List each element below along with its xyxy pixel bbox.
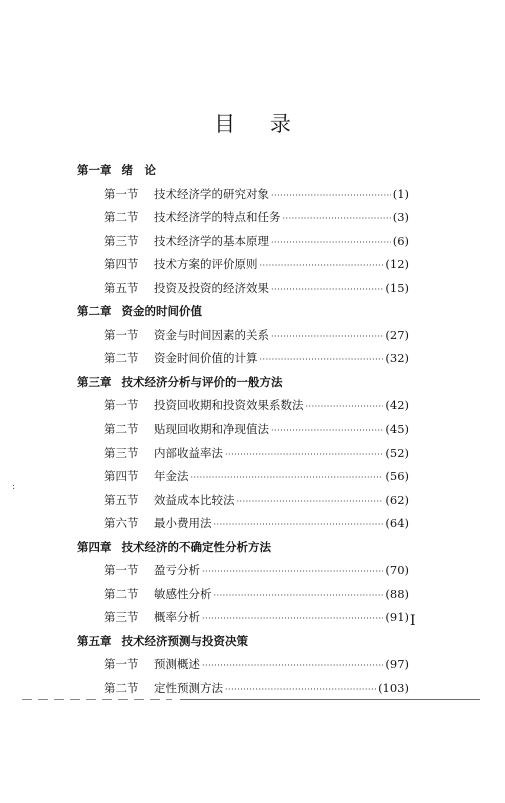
section-number: 第三节	[104, 610, 139, 625]
chapter-number: 第二章	[77, 304, 112, 319]
section-title: 盈亏分析	[154, 563, 200, 578]
footer-rule-dashed	[22, 699, 172, 700]
chapter-title: 绪 论	[121, 163, 156, 177]
section-title: 敏感性分析	[154, 586, 212, 601]
section-title: 投资及投资的经济效果	[154, 280, 269, 295]
section-number: 第二节	[104, 681, 139, 696]
chapter-title: 技术经济的不确定性分析方法	[121, 539, 271, 554]
chapter-number: 第五章	[77, 633, 112, 648]
section-title: 预测概述	[154, 657, 200, 672]
toc-chapter	[77, 374, 409, 398]
dot-leader	[191, 473, 384, 482]
page-number: (27)	[385, 327, 409, 342]
section-number: 第五节	[104, 492, 139, 507]
section-number: 第二节	[104, 586, 139, 601]
section-title: 资金与时间因素的关系	[154, 327, 269, 342]
section-number: 第五节	[104, 280, 139, 295]
dot-leader	[214, 520, 384, 529]
dot-leader	[202, 661, 383, 670]
page-number: (52)	[385, 445, 409, 460]
toc-section	[77, 680, 409, 704]
page-number: (62)	[385, 492, 409, 507]
page-number: (103)	[378, 681, 409, 696]
dot-leader	[306, 402, 384, 411]
page-number: (91)	[385, 610, 409, 625]
page-number: (64)	[385, 516, 409, 531]
page-folio: I	[410, 613, 416, 629]
dot-leader	[283, 214, 391, 223]
table-of-contents	[77, 162, 409, 704]
toc-section	[77, 186, 409, 210]
toc-section	[77, 397, 409, 421]
section-title: 技术经济学的基本原理	[154, 233, 269, 248]
page-number: (15)	[385, 280, 409, 295]
section-title: 效益成本比较法	[154, 492, 235, 507]
footer-rule	[180, 699, 480, 700]
margin-mark: :	[12, 482, 16, 492]
page-number: (42)	[385, 398, 409, 413]
dot-leader	[271, 426, 383, 435]
page-number: (88)	[385, 586, 409, 601]
toc-chapter	[77, 539, 409, 563]
section-title: 概率分析	[154, 610, 200, 625]
toc-section	[77, 515, 409, 539]
toc-section	[77, 280, 409, 304]
section-number: 第三节	[104, 233, 139, 248]
dot-leader	[271, 238, 391, 247]
page-number: (32)	[385, 351, 409, 366]
dot-leader	[271, 332, 383, 341]
section-number: 第一节	[104, 398, 139, 413]
section-title: 投资回收期和投资效果系数法	[154, 398, 304, 413]
chapter-number: 第三章	[77, 374, 112, 389]
toc-section	[77, 256, 409, 280]
toc-section	[77, 421, 409, 445]
section-number: 第一节	[104, 186, 139, 201]
toc-section	[77, 562, 409, 586]
section-number: 第二节	[104, 210, 139, 225]
toc-section	[77, 233, 409, 257]
section-number: 第四节	[104, 469, 139, 484]
section-number: 第一节	[104, 563, 139, 578]
dot-leader	[202, 614, 383, 623]
page-number: (1)	[392, 186, 409, 201]
section-number: 第六节	[104, 516, 139, 531]
chapter-title: 资金的时间价值	[121, 304, 202, 319]
page-number: (97)	[385, 657, 409, 672]
section-title: 最小费用法	[154, 516, 212, 531]
toc-section	[77, 656, 409, 680]
page-title: 目 录	[214, 112, 305, 136]
dot-leader	[214, 591, 384, 600]
dot-leader	[260, 261, 384, 270]
page-number: (56)	[385, 469, 409, 484]
section-number: 第三节	[104, 445, 139, 460]
toc-section	[77, 492, 409, 516]
section-number: 第一节	[104, 657, 139, 672]
toc-section	[77, 609, 409, 633]
section-number: 第二节	[104, 422, 139, 437]
toc-section	[77, 350, 409, 374]
section-title: 贴现回收期和净现值法	[154, 422, 269, 437]
section-number: 第四节	[104, 257, 139, 272]
section-title: 定性预测方法	[154, 681, 223, 696]
page-number: (3)	[392, 210, 409, 225]
toc-section	[77, 327, 409, 351]
toc-section	[77, 209, 409, 233]
page-number: (70)	[385, 563, 409, 578]
page-number: (6)	[392, 233, 409, 248]
section-title: 技术方案的评价原则	[154, 257, 258, 272]
section-title: 内部收益率法	[154, 445, 223, 460]
page-number: (12)	[385, 257, 409, 272]
toc-chapter	[77, 303, 409, 327]
section-title: 资金时间价值的计算	[154, 351, 258, 366]
dot-leader	[225, 685, 376, 694]
section-title: 技术经济学的特点和任务	[154, 210, 281, 225]
toc-section	[77, 586, 409, 610]
toc-chapter	[77, 162, 409, 186]
section-title: 技术经济学的研究对象	[154, 186, 269, 201]
toc-section	[77, 468, 409, 492]
dot-leader	[271, 191, 391, 200]
section-title: 年金法	[154, 469, 189, 484]
page-number: (45)	[385, 422, 409, 437]
section-number: 第二节	[104, 351, 139, 366]
dot-leader	[225, 450, 383, 459]
dot-leader	[271, 285, 383, 294]
dot-leader	[237, 497, 384, 506]
section-number: 第一节	[104, 327, 139, 342]
toc-section	[77, 445, 409, 469]
chapter-number: 第四章	[77, 539, 112, 554]
toc-chapter	[77, 633, 409, 657]
chapter-number: 第一章	[77, 163, 112, 177]
dot-leader	[260, 355, 384, 364]
dot-leader	[202, 567, 383, 576]
chapter-title: 技术经济分析与评价的一般方法	[121, 374, 283, 389]
chapter-title: 技术经济预测与投资决策	[121, 633, 248, 648]
